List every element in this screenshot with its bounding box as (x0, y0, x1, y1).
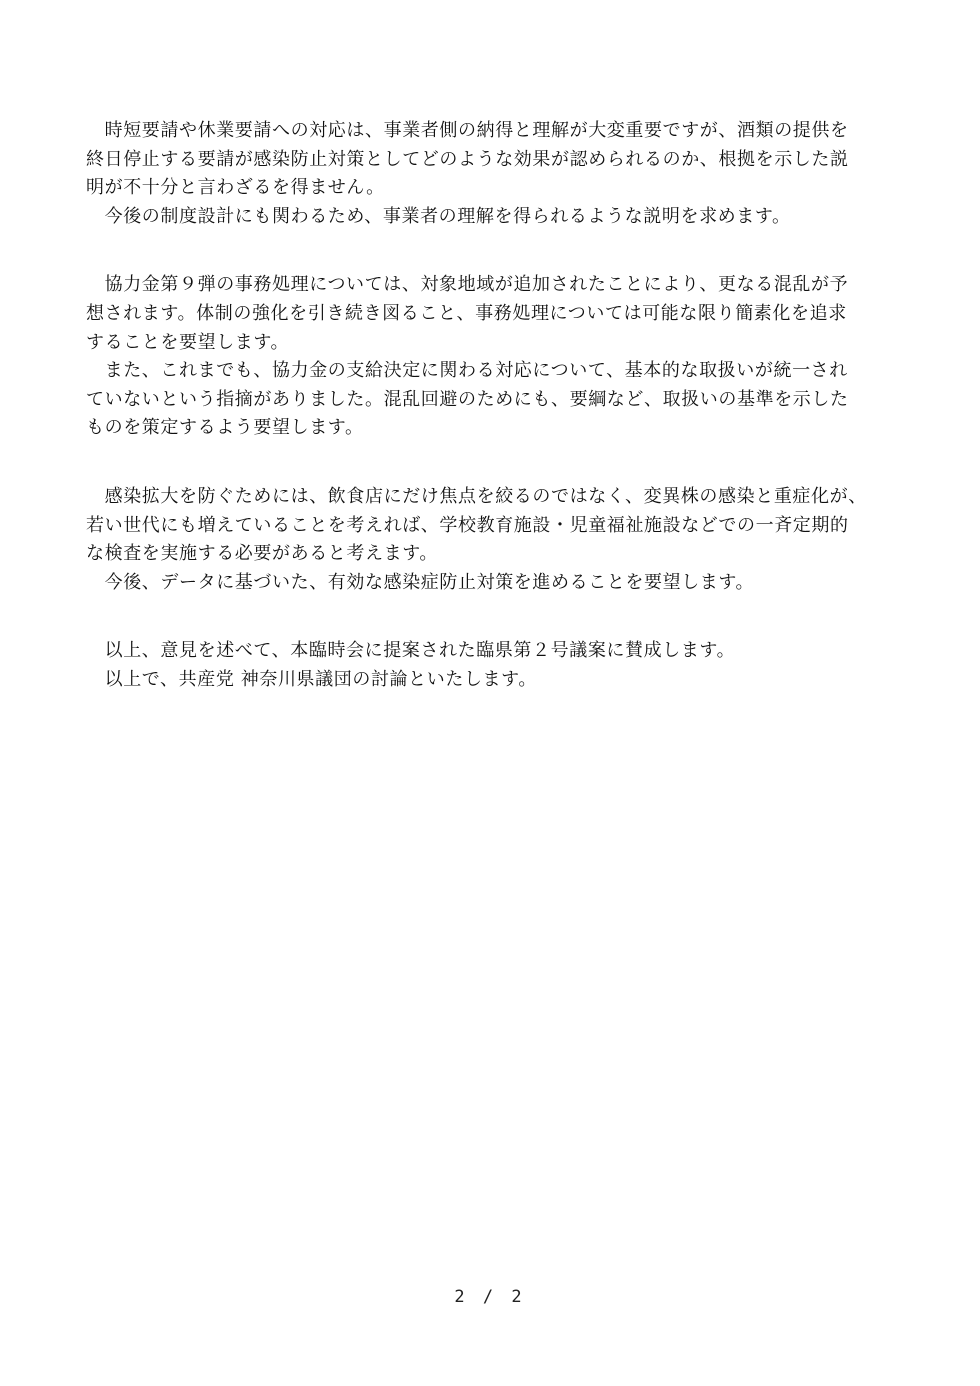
text-line: 協力金第９弾の事務処理については、対象地域が追加されたことにより、更なる混乱が予 (86, 274, 849, 296)
text-line: 以上で、共産党 神奈川県議団の討論といたします。 (86, 668, 537, 690)
text-line: 感染拡大を防ぐためには、飲食店にだけ焦点を絞るのではなく、変異株の感染と重症化が、 (86, 485, 867, 507)
document-body (86, 117, 896, 695)
text-line: することを要望します。 (86, 331, 290, 353)
page-number: 2 / 2 (454, 1287, 526, 1307)
text-line: な検査を実施する必要があると考えます。 (86, 543, 438, 565)
paragraph-gap (86, 597, 896, 637)
text-line: 明が不十分と言わざるを得ません。 (86, 177, 385, 199)
text-line: 今後の制度設計にも関わるため、事業者の理解を得られるような説明を求めます。 (86, 205, 791, 227)
text-line: ていないという指摘がありました。混乱回避のためにも、要綱など、取扱いの基準を示した (86, 388, 849, 410)
text-line: ものを策定するよう要望します。 (86, 417, 364, 439)
text-line: 想されます。体制の強化を引き続き図ること、事務処理については可能な限り簡素化を追求 (86, 302, 847, 324)
paragraph-1 (86, 117, 896, 231)
text-line: 時短要請や休業要請への対応は、事業者側の納得と理解が大変重要ですが、酒類の提供を (86, 120, 849, 141)
paragraph-3 (86, 483, 896, 597)
text-line: 終日停止する要請が感染防止対策としてどのような効果が認められるのか、根拠を示した説 (86, 148, 849, 170)
text-line: 今後、データに基づいた、有効な感染症防止対策を進めることを要望します。 (86, 571, 755, 593)
paragraph-2 (86, 271, 896, 443)
text-line: また、これまでも、協力金の支給決定に関わる対応について、基本的な取扱いが統一され (86, 360, 848, 382)
paragraph-4 (86, 637, 896, 694)
text-line: 以上、意見を述べて、本臨時会に提案された臨県第２号議案に賛成します。 (86, 640, 736, 662)
paragraph-gap (86, 231, 896, 271)
paragraph-gap (86, 443, 896, 483)
text-line: 若い世代にも増えていることを考えれば、学校教育施設・児童福祉施設などでの一斉定期的 (86, 514, 849, 536)
